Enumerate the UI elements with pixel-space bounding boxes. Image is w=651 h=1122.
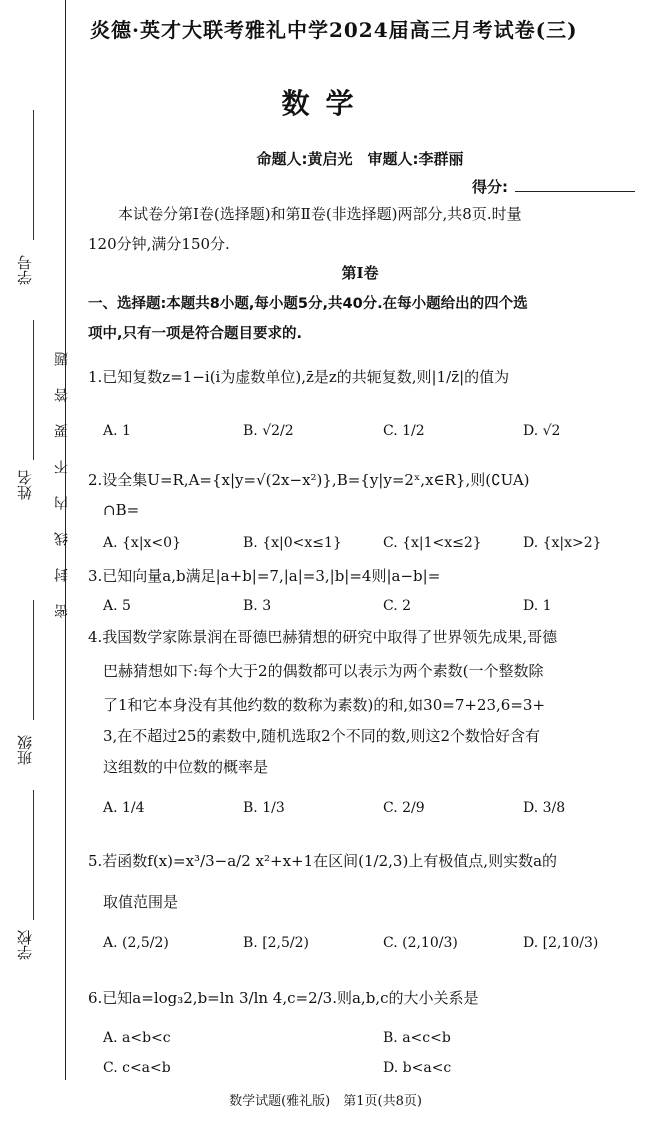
question-4-option-a: A. 1/4 xyxy=(103,800,145,816)
question-1-option-a: A. 1 xyxy=(103,423,131,439)
question-5-option-c: C. (2,10/3) xyxy=(383,935,458,951)
seal-notice: 密封线内不要答题 xyxy=(54,330,70,618)
question-3-option-d: D. 1 xyxy=(523,598,552,614)
page-footer: 数学试题(雅礼版) 第1页(共8页) xyxy=(229,1094,422,1109)
class-label: 班级 xyxy=(16,735,34,765)
section-instruction-2: 项中,只有一项是符合题目要求的. xyxy=(88,326,303,342)
question-4-line1: 4.我国数学家陈景润在哥德巴赫猜想的研究中取得了世界领先成果,哥德 xyxy=(88,628,558,646)
question-2-stem-cont: ∩B= xyxy=(103,501,140,519)
score-label: 得分: xyxy=(472,178,508,196)
question-5-option-a: A. (2,5/2) xyxy=(103,935,169,951)
class-blank[interactable] xyxy=(33,600,34,720)
question-2-option-c: C. {x|1<x≤2} xyxy=(383,535,482,551)
question-3-option-b: B. 3 xyxy=(243,598,272,614)
question-1-option-d: D. √2 xyxy=(523,423,561,439)
question-6-option-d: D. b<a<c xyxy=(383,1060,452,1076)
question-4-line4: 3,在不超过25的素数中,随机选取2个不同的数,则这2个数恰好含有 xyxy=(103,727,541,745)
school-label: 学校 xyxy=(16,930,34,960)
question-4-option-d: D. 3/8 xyxy=(523,800,566,816)
score-blank[interactable] xyxy=(515,191,635,192)
question-1-stem: 1.已知复数z=1−i(i为虚数单位),z̄是z的共轭复数,则|1/z̄|的值为 xyxy=(88,368,510,386)
page-title: 数学 xyxy=(281,87,370,120)
question-3-option-a: A. 5 xyxy=(103,598,131,614)
exam-title: 炎德·英才大联考雅礼中学2024届高三月考试卷(三) xyxy=(90,18,578,42)
name-blank[interactable] xyxy=(33,320,34,460)
question-6-option-b: B. a<c<b xyxy=(383,1030,451,1046)
question-6-option-a: A. a<b<c xyxy=(103,1030,171,1046)
question-3-option-c: C. 2 xyxy=(383,598,412,614)
question-5-stem: 5.若函数f(x)=x³/3−a/2 x²+x+1在区间(1/2,3)上有极值点,则实数a的 xyxy=(88,852,558,870)
name-label: 姓名 xyxy=(16,470,34,500)
question-6-stem: 6.已知a=log₃2,b=ln 3/ln 4,c=2/3.则a,b,c的大小关系是 xyxy=(88,989,479,1007)
question-5-option-d: D. [2,10/3) xyxy=(523,935,599,951)
question-2-option-a: A. {x|x<0} xyxy=(103,535,181,551)
question-1-option-b: B. √2/2 xyxy=(243,423,294,439)
question-4-line5: 这组数的中位数的概率是 xyxy=(103,758,269,776)
authors-line: 命题人:黄启光 审题人:李群丽 xyxy=(256,150,464,168)
question-4-option-c: C. 2/9 xyxy=(383,800,425,816)
question-4-line2: 巴赫猜想如下:每个大于2的偶数都可以表示为两个素数(一个整数除 xyxy=(103,662,544,680)
question-4-line3: 了1和它本身没有其他约数的数称为素数)的和,如30=7+23,6=3+ xyxy=(103,696,546,714)
question-5-stem-cont: 取值范围是 xyxy=(103,893,179,911)
question-5-option-b: B. [2,5/2) xyxy=(243,935,310,951)
intro-line2: 120分钟,满分150分. xyxy=(88,235,230,253)
question-4-option-b: B. 1/3 xyxy=(243,800,285,816)
question-2-stem: 2.设全集U=R,A={x|y=√(2x−x²)},B={y|y=2ˣ,x∈R},则(∁UA) xyxy=(88,471,530,489)
question-1-option-c: C. 1/2 xyxy=(383,423,425,439)
student-id-blank[interactable] xyxy=(33,110,34,240)
section-instruction-1: 一、选择题:本题共8小题,每小题5分,共40分.在每小题给出的四个选 xyxy=(88,296,528,312)
question-6-option-c: C. c<a<b xyxy=(103,1060,171,1076)
intro-line1: 本试卷分第Ⅰ卷(选择题)和第Ⅱ卷(非选择题)两部分,共8页.时量 xyxy=(118,205,522,223)
school-blank[interactable] xyxy=(33,790,34,920)
question-2-option-d: D. {x|x>2} xyxy=(523,535,602,551)
part1-title: 第Ⅰ卷 xyxy=(341,264,379,282)
question-2-option-b: B. {x|0<x≤1} xyxy=(243,535,342,551)
student-id-label: 学号 xyxy=(16,255,34,285)
question-3-stem: 3.已知向量a,b满足|a+b|=7,|a|=3,|b|=4则|a−b|= xyxy=(88,567,441,585)
